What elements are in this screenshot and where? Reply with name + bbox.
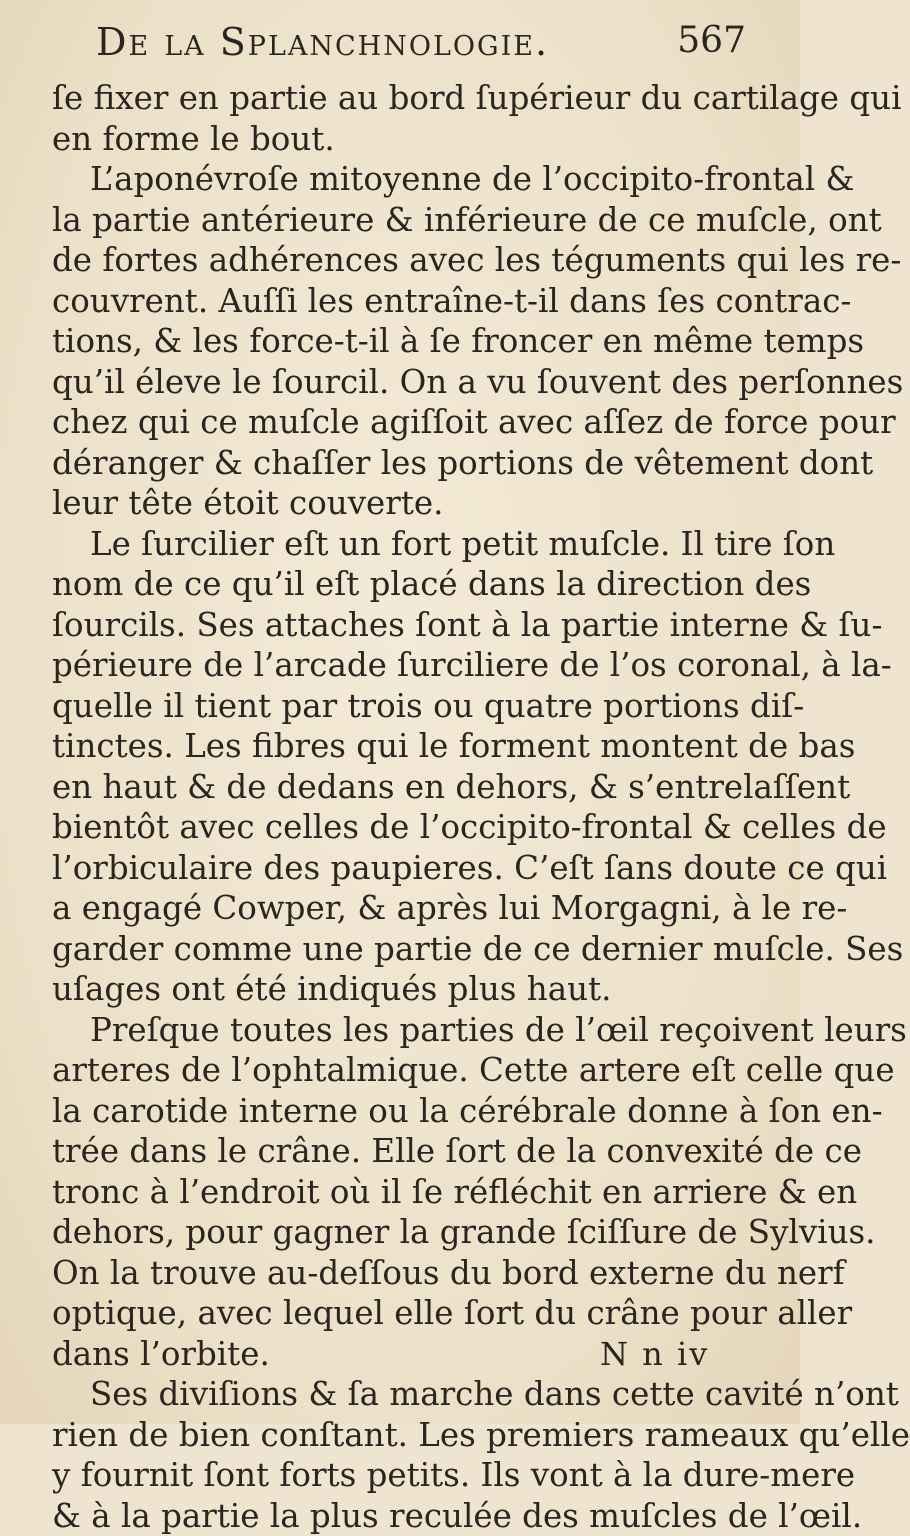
text-line: tronc à l’endroit où il ſe réfléchit en arriere & en (52, 1172, 742, 1213)
text-line: quelle il tient par trois ou quatre portions diſ- (52, 686, 742, 727)
text-line: tinctes. Les fibres qui le forment montent de bas (52, 726, 742, 767)
paragraph-start-line: L’aponévroſe mitoyenne de l’occipito-frontal & (52, 159, 742, 200)
signature-mark: N n iv (600, 1335, 709, 1373)
text-line: garder comme une partie de ce dernier muſcle. Ses (52, 929, 742, 970)
text-line: nom de ce qu’il eſt placé dans la direction des (52, 564, 742, 605)
page-number: 567 (677, 20, 746, 61)
paragraph-start-line: Preſque toutes les parties de l’œil reçoivent leurs (52, 1010, 742, 1051)
running-head: De la Splanchnologie. (96, 20, 549, 64)
text-line: optique, avec lequel elle ſort du crâne pour aller (52, 1293, 742, 1334)
text-line: dans l’orbite. (52, 1334, 742, 1375)
text-line: l’orbiculaire des paupieres. C’eſt ſans doute ce qui (52, 848, 742, 889)
text-line: & à la partie la plus reculée des muſcles de l’œil. (52, 1496, 742, 1536)
page-header (96, 20, 746, 70)
text-line: tions, & les force-t-il à ſe froncer en même temps (52, 321, 742, 362)
text-line: la partie antérieure & inférieure de ce muſcle, ont (52, 200, 742, 241)
text-line: de fortes adhérences avec les téguments qui les re- (52, 240, 742, 281)
text-line: chez qui ce muſcle agiſſoit avec aſſez de force pour (52, 402, 742, 443)
text-line: déranger & chaſſer les portions de vêtement dont (52, 443, 742, 484)
text-line: périeure de l’arcade ſurciliere de l’os coronal, à la- (52, 645, 742, 686)
body-text (52, 78, 742, 1536)
paragraph-start-line: Le ſurcilier eſt un fort petit muſcle. Il tire ſon (52, 524, 742, 565)
text-line: a engagé Cowper, & après lui Morgagni, à le re- (52, 888, 742, 929)
text-line: qu’il éleve le ſourcil. On a vu ſouvent des perſonnes (52, 362, 742, 403)
text-line: ſourcils. Ses attaches ſont à la partie interne & ſu- (52, 605, 742, 646)
text-line: ſe fixer en partie au bord ſupérieur du cartilage qui (52, 78, 742, 119)
text-line: couvrent. Auſſi les entraîne-t-il dans ſes contrac- (52, 281, 742, 322)
text-line: y fournit ſont forts petits. Ils vont à la dure-mere (52, 1455, 742, 1496)
text-line: On la trouve au-deſſous du bord externe du nerf (52, 1253, 742, 1294)
text-line: en haut & de dedans en dehors, & s’entrelaſſent (52, 767, 742, 808)
text-line: trée dans le crâne. Elle ſort de la convexité de ce (52, 1131, 742, 1172)
text-line: dehors, pour gagner la grande ſciſſure de Sylvius. (52, 1212, 742, 1253)
text-line: leur tête étoit couverte. (52, 483, 742, 524)
text-line: arteres de l’ophtalmique. Cette artere eſt celle que (52, 1050, 742, 1091)
paragraph-start-line: Ses diviſions & ſa marche dans cette cavité n’ont (52, 1374, 742, 1415)
text-line: en forme le bout. (52, 119, 742, 160)
text-line: rien de bien conſtant. Les premiers rameaux qu’elle (52, 1415, 742, 1456)
text-line: uſages ont été indiqués plus haut. (52, 969, 742, 1010)
text-line: la carotide interne ou la cérébrale donne à ſon en- (52, 1091, 742, 1132)
text-line: bientôt avec celles de l’occipito-frontal & celles de (52, 807, 742, 848)
